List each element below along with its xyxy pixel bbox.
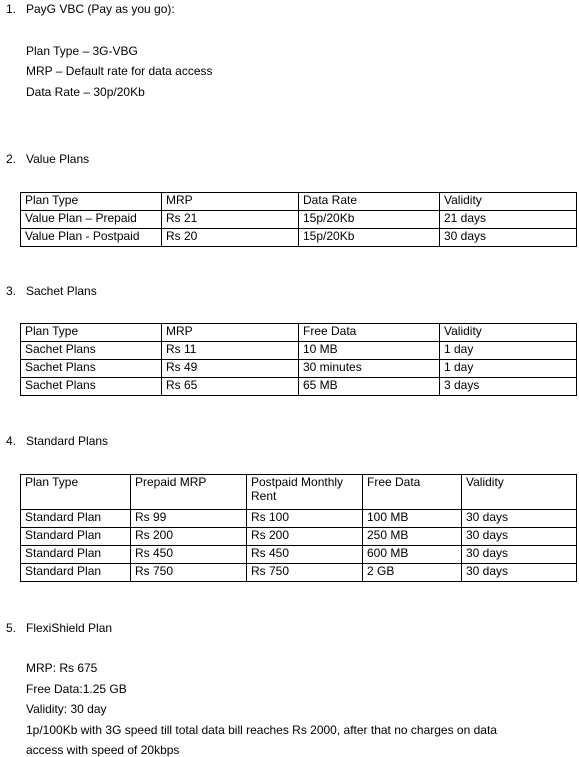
table-cell: Rs 450: [131, 546, 247, 564]
section-number: 4.: [6, 434, 17, 448]
table-cell: 30 days: [462, 564, 577, 582]
section-number: 1.: [6, 2, 17, 16]
table-cell: 15p/20Kb: [299, 211, 440, 229]
table-cell: Rs 99: [131, 510, 247, 528]
plan-detail-line: MRP: Rs 675: [26, 661, 98, 675]
plan-detail-line: MRP – Default rate for data access: [26, 64, 213, 78]
section-title: Standard Plans: [26, 434, 109, 448]
section-title: PayG VBC (Pay as you go):: [26, 2, 175, 16]
table-cell: 30 days: [440, 229, 577, 247]
table-cell: 3 days: [440, 378, 577, 396]
table-header-cell: MRP: [162, 193, 299, 211]
table-header-row: [21, 475, 577, 510]
table-cell: Rs 750: [247, 564, 363, 582]
table-cell: Sachet Plans: [21, 360, 162, 378]
table-cell: 600 MB: [363, 546, 462, 564]
table-cell: 30 days: [462, 528, 577, 546]
table-cell: Rs 200: [131, 528, 247, 546]
table-cell: Value Plan – Prepaid: [21, 211, 162, 229]
section-number: 3.: [6, 284, 17, 298]
table-cell: 65 MB: [299, 378, 440, 396]
table-cell: Rs 11: [162, 342, 299, 360]
table-header-cell: Plan Type: [21, 324, 162, 342]
table-cell: Rs 20: [162, 229, 299, 247]
table-cell: 1 day: [440, 360, 577, 378]
table-cell: Standard Plan: [21, 546, 131, 564]
table-cell: Sachet Plans: [21, 378, 162, 396]
table-cell: 250 MB: [363, 528, 462, 546]
table-row: [21, 546, 577, 564]
table-cell: Rs 65: [162, 378, 299, 396]
table-header-row: [21, 193, 577, 211]
table-cell: Rs 200: [247, 528, 363, 546]
table-header-row: [21, 324, 577, 342]
plan-detail-line: Free Data:1.25 GB: [26, 682, 127, 696]
table-header-cell: Postpaid Monthly Rent: [247, 475, 363, 510]
table-cell: Standard Plan: [21, 510, 131, 528]
table-header-cell: Validity: [440, 193, 577, 211]
table-header-cell: Prepaid MRP: [131, 475, 247, 510]
section-number: 2.: [6, 152, 17, 166]
table-cell: 1 day: [440, 342, 577, 360]
table-header-cell: MRP: [162, 324, 299, 342]
table-cell: 100 MB: [363, 510, 462, 528]
value-plans-table: [20, 192, 577, 247]
table-cell: Rs 100: [247, 510, 363, 528]
table-cell: 30 minutes: [299, 360, 440, 378]
table-row: [21, 564, 577, 582]
table-header-cell: Validity: [440, 324, 577, 342]
table-header-cell: Free Data: [299, 324, 440, 342]
table-cell: 30 days: [462, 510, 577, 528]
table-row: [21, 211, 577, 229]
section-title: Sachet Plans: [26, 284, 97, 298]
table-cell: 2 GB: [363, 564, 462, 582]
table-row: [21, 360, 577, 378]
table-row: [21, 342, 577, 360]
section-number: 5.: [6, 621, 17, 635]
table-cell: Rs 21: [162, 211, 299, 229]
table-cell: Standard Plan: [21, 528, 131, 546]
table-cell: Rs 49: [162, 360, 299, 378]
table-row: [21, 378, 577, 396]
table-cell: Rs 750: [131, 564, 247, 582]
table-cell: 30 days: [462, 546, 577, 564]
plan-detail-line: Validity: 30 day: [26, 702, 107, 716]
plan-detail-line: Data Rate – 30p/20Kb: [26, 85, 145, 99]
table-header-cell: Validity: [462, 475, 577, 510]
table-header-cell: Plan Type: [21, 475, 131, 510]
table-row: [21, 229, 577, 247]
section-title: Value Plans: [26, 152, 90, 166]
table-cell: Value Plan - Postpaid: [21, 229, 162, 247]
table-header-cell: Free Data: [363, 475, 462, 510]
table-cell: Standard Plan: [21, 564, 131, 582]
table-cell: 10 MB: [299, 342, 440, 360]
table-cell: Sachet Plans: [21, 342, 162, 360]
table-cell: Rs 450: [247, 546, 363, 564]
table-header-cell: Data Rate: [299, 193, 440, 211]
plan-detail-line: access with speed of 20kbps: [26, 743, 180, 757]
plan-detail-line: Plan Type – 3G-VBG: [26, 44, 138, 58]
table-header-cell: Plan Type: [21, 193, 162, 211]
table-row: [21, 528, 577, 546]
table-cell: 21 days: [440, 211, 577, 229]
table-cell: 15p/20Kb: [299, 229, 440, 247]
table-row: [21, 510, 577, 528]
section-title: FlexiShield Plan: [26, 621, 113, 635]
sachet-plans-table: [20, 323, 577, 396]
standard-plans-table: [20, 474, 577, 582]
plan-detail-line: 1p/100Kb with 3G speed till total data bill reaches Rs 2000, after that no charges on data: [26, 723, 497, 737]
